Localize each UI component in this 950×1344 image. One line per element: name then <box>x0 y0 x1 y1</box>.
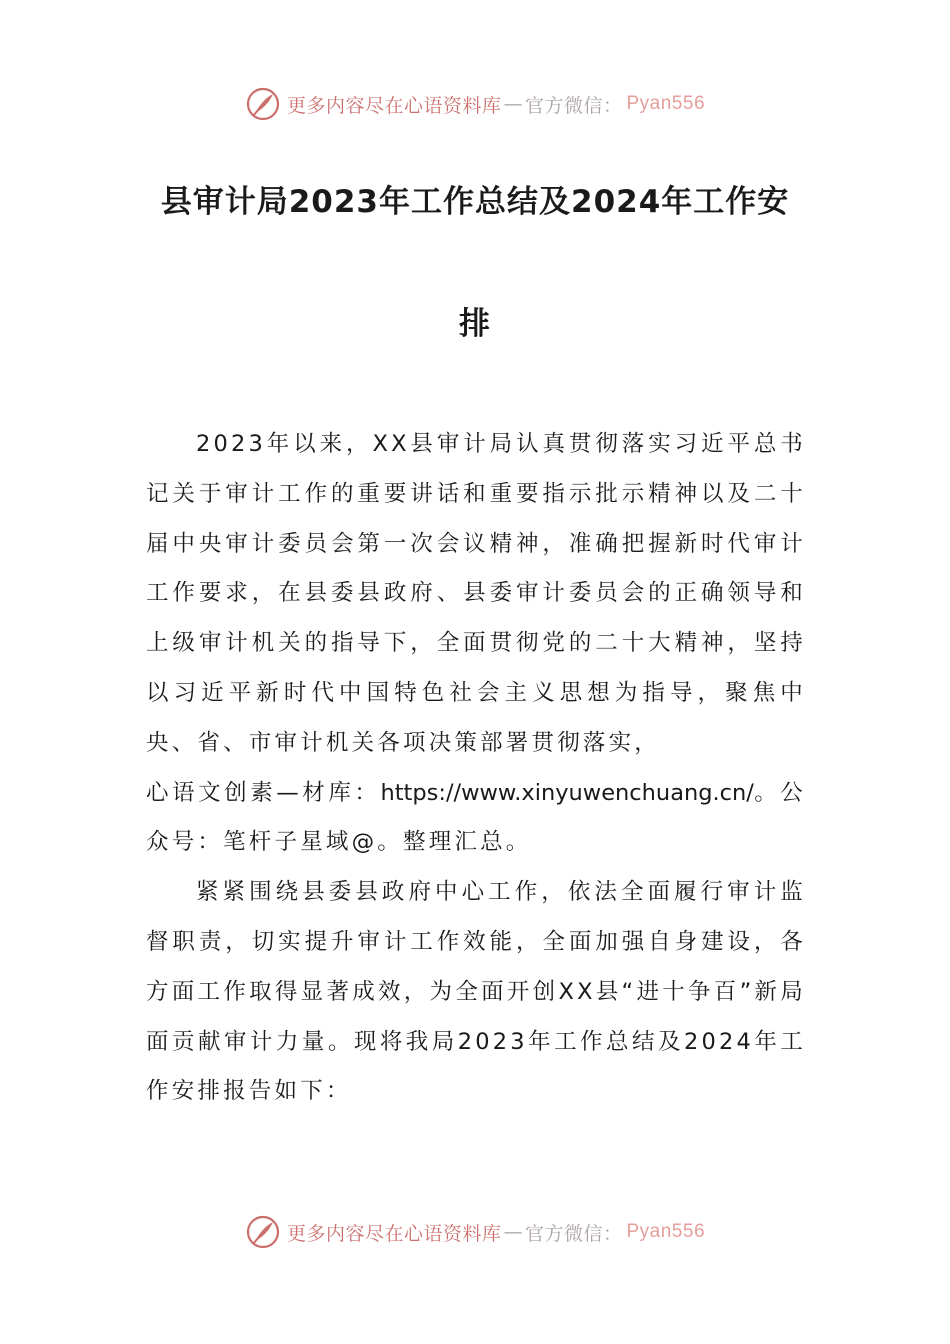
source-note-suffix: 。公众号：笔杆子星域@。整理汇总。 <box>146 779 806 856</box>
watermark-wechat-label: 官方微信： <box>524 94 623 117</box>
quill-circle-icon <box>245 86 281 122</box>
paragraph-source-note <box>146 769 806 869</box>
quill-circle-icon <box>245 1214 281 1250</box>
header-watermark <box>0 84 950 124</box>
footer-watermark <box>0 1212 950 1252</box>
watermark-site-text: 更多内容尽在心语资料库 <box>286 1222 502 1245</box>
paragraph-intro: 2023年以来，XX县审计局认真贯彻落实习近平总书记关于审计工作的重要讲话和重要指示批示精神以及二十届中央审计委员会第一次会议精神，准确把握新时代审计工作要求，在县委县政府、县委审计委员会的正确领导和上级审计机关的指导下，全面贯彻党的二十大精神，坚持以习近平新时代中国特色社会主义思想为指导，聚焦中央、省、市审计机关各项决策部署贯彻落实， <box>146 431 806 756</box>
source-note-url: https://www.xinyuwenchuang.cn/ <box>380 779 754 806</box>
paragraph-summary: 紧紧围绕县委县政府中心工作，依法全面履行审计监督职责，切实提升审计工作效能，全面加强自身建设，各方面工作取得显著成效，为全面开创XX县“进十争百”新局面贡献审计力量。现将我局2023年工作总结及2024年工作安排报告如下： <box>146 879 806 1105</box>
document-title-line1: 县审计局2023年工作总结及2024年工作安 <box>160 184 790 220</box>
document-body <box>146 420 806 1117</box>
watermark-wechat-id: Pyan556 <box>626 1221 706 1242</box>
watermark-wechat-label: 官方微信： <box>524 1222 623 1245</box>
watermark-site-text: 更多内容尽在心语资料库 <box>286 94 502 117</box>
source-note-prefix: 心语文创素—材库： <box>146 779 381 806</box>
document-title-line2: 排 <box>459 306 491 342</box>
watermark-separator: — <box>503 1221 523 1243</box>
watermark-wechat-id: Pyan556 <box>626 93 706 114</box>
watermark-separator: — <box>503 93 523 115</box>
